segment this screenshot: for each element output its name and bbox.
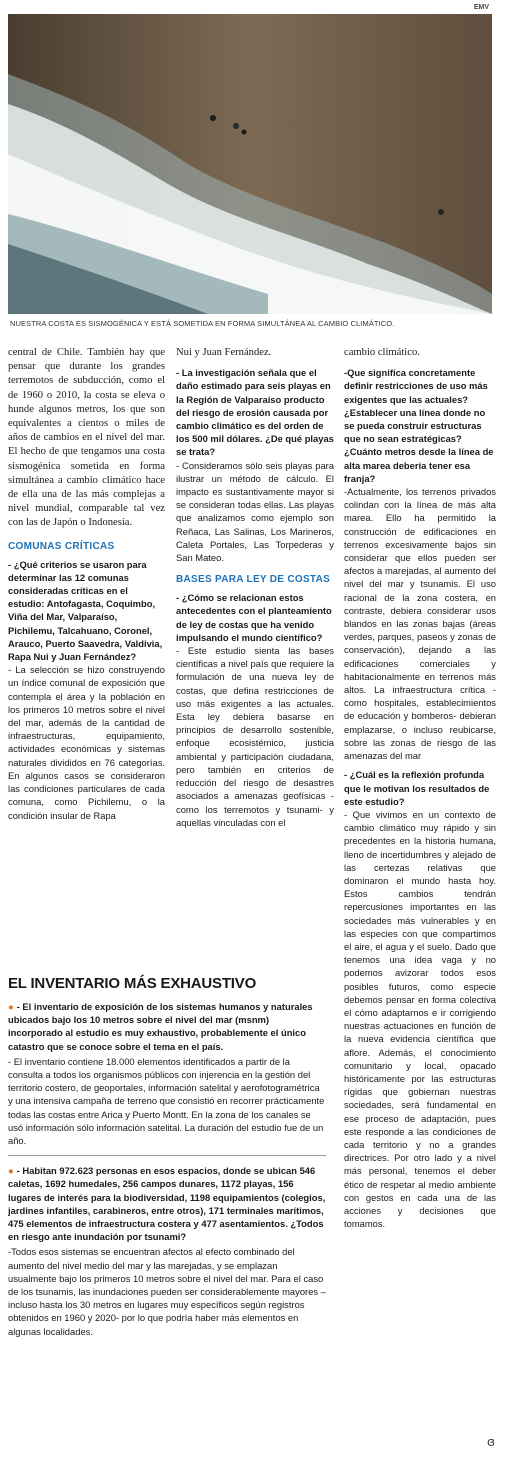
photo-caption: NUESTRA COSTA ES SISMOGÉNICA Y ESTÁ SOMETIDA EN FORMA SIMULTÁNEA AL CAMBIO CLIMÁTICO.: [10, 319, 395, 328]
photo-credit: EMV: [473, 4, 489, 11]
question: - La investigación señala que el daño estimado para seis playas en la Región de Valparaíso producto del riesgo de erosión causada por cambio climático es del orden de los 500 mil dólares. ¿De qué playas se trata?: [176, 367, 334, 458]
divider: [8, 1155, 326, 1156]
answer: - Este estudio sienta las bases científicas a nivel país que requiere la formulación de una nueva ley de costas, que defina restricciones de uso más exigentes a las actuales. Esta ley debiera basarse en principios de desarrollo sostenible, enfoque ecosistémico, justicia ambiental y participación ciudadana, pero también en criterios de reducción del riesgo de desastres asociados a amenazas geofísicas -como los terremotos y tsunami- y aquellas vinculadas con el: [176, 645, 334, 828]
question: -Que significa concretamente definir restricciones de uso más exigentes que las actuales? ¿Establecer una línea donde no se pueda construir estructuras que no sean estratégicas? ¿Cuánto metros desde la línea de alta marea debería tener esa franja?: [344, 367, 494, 484]
subheading-comunas-criticas: COMUNAS CRÍTICAS: [8, 540, 115, 552]
inventory-box: [8, 1000, 326, 1340]
answer: - Que vivimos en un contexto de cambio climático muy rápido y sin precedentes en la historia humana, lleno de incertidumbres y alejado de las certezas relativas que dominaron el mundo hasta hoy. Estos cambios tendrán repercusiones importantes en las sociedades más vulnerables y en las especies con que compartimos el aire, el agua y el suelo. Dado que tenemos una idea vaga y no podemos avizorar todos esos posibles futuros, como especie debemos pensar en forma colectiva el cómo adaptarnos e ir corrigiendo nuestras actuaciones en función de la nueva evidencia científica que aflore. Además, el conocimiento comunitario y local, opacado históricamente por las estructuras rígidas que gobiernan nuestras sociedades, será fundamental en ese proceso de adaptación, pues este responde a las condiciones de cada territorio y no a grandes directrices. Por otro lado y a nivel más personal, tenemos el deber ético de respetar al medio ambiente con gestos en cada una de las acciones y decisiones que tomamos.: [344, 808, 496, 1230]
question: - ¿Qué criterios se usaron para determinar las 12 comunas consideradas críticas en el estudio: Antofagasta, Coquimbo, Viña del Mar, Valparaíso, Pichilemu, Talcahuano, Coronel, Arauco, Puerto Saavedra, Valdivia, Rapa Nui y Juan Fernández?: [8, 558, 163, 663]
article-column-1: [8, 346, 165, 822]
answer: - Consideramos sólo seis playas para ilustrar un método de cálculo. El impacto es sustantivamente mayor si se consideran todas ellas. Las playas que analizamos como ejemplo son Reñaca, Las Salinas, Los Marineros, Caleta Portales, Las Torpederas y San Mateo.: [176, 459, 334, 564]
paragraph: Nui y Juan Fernández.: [176, 347, 272, 358]
article-column-3: [344, 346, 496, 1230]
question: - ¿Cuál es la reflexión profunda que le motivan los resultados de este estudio?: [344, 769, 490, 807]
inventory-question-1: ● - El inventario de exposición de los sistemas humanos y naturales ubicados bajo los 10 metros sobre el nivel del mar (msnm) incorporado al estudio es muy exhaustivo, probablemente el único catastro que se conoce sobre el tema en el país.: [8, 1001, 313, 1052]
answer: -Actualmente, los terrenos privados colindan con la línea de más alta marea. Ello ha permitido la construcción de edificaciones en terrenos excesivamente bajos sin considerar que ellos pueden ser afectos a marejadas, al aumento del nivel del mar y tsunamis. El uso racional de la zona costera, en contraste, debiera considerar usos blandos en las zonas bajas (áreas verdes, parques, paseos y zonas de conservación), dejando a las edificaciones comerciales y habitacionalmente en terrenos más altos. La infraestructura crítica -como hospitales, establecimientos de educación y bomberos- debieran emplazarse, o incluso reubicarse, sobre las zonas de riesgo de las amenazas del mar: [344, 486, 496, 762]
inventory-answer-2: -Todos esos sistemas se encuentran afectos al efecto combinado del aumento del nivel medio del mar y las marejadas, y se emplazan usualmente bajo los primeros 10 metros sobre el nivel del mar. Para el caso de los tsunamis, las inundaciones pueden ser considerablemente mayores –incluso hasta los 30 metros en lugares muy específicos según registros obtenidos en 1960 y 2020- por lo que podría haber más elementos en algunas localidades.: [8, 1246, 326, 1337]
sidebar-headline: EL INVENTARIO MÁS EXHAUSTIVO: [8, 975, 257, 992]
subheading-bases-ley-costas: BASES PARA LEY DE COSTAS: [176, 574, 331, 586]
aerial-beach-photo: [8, 14, 492, 314]
paragraph: cambio climático.: [344, 347, 420, 358]
article-column-2: [176, 346, 334, 829]
bullet-icon: ●: [8, 1001, 14, 1012]
end-mark-icon: ɞ: [487, 1435, 495, 1449]
inventory-answer-1: - El inventario contiene 18.000 elementos identificados a partir de la consulta a todos los organismos públicos con injerencia en la gestión del territorio costero, de geoportales, información satelital y aerofotogramétrica y una intensiva campaña de terreno que consistió en recorrer prácticamente todas las costas entre Arica y Puerto Montt. En la zona de los canales se usó información sólo información satelital. La duración del estudio fue de un año.: [8, 1055, 325, 1147]
answer: - La selección se hizo construyendo un índice comunal de exposición que contempla el área y la población en los primeros 10 metros sobre el nivel del mar, además de la cantidad de infraestructuras, equipamiento, actividades económicas y sistemas naturales divididos en 76 categorías. En algunos casos se consideraron las condiciones particulares de cada comuna, como Pichilemu, o la condición insular de Rapa: [8, 664, 165, 821]
paragraph: central de Chile. También hay que pensar que durante los grandes terremotos de subducción, como el de 1960 o 2010, la costa se eleva o hunde algunos metros, los que son equivalentes a cientos o miles de años de cambios en el nivel del mar. El hecho de que tengamos una costa sismogénica sometida en forma simultánea a cambio climático hace de ella una de las más complejas a nivel mundial, comparable tal vez con las de Japón o Indonesia.: [8, 347, 165, 529]
bullet-icon: ●: [8, 1165, 14, 1177]
question: - ¿Cómo se relacionan estos antecedentes con el planteamiento de ley de costas que ha venido impulsando el mundo científico?: [176, 592, 332, 643]
inventory-question-2: ● - Habitan 972.623 personas en esos espacios, donde se ubican 546 caletas, 1692 humedales, 256 campos dunares, 1172 playas, 156 lugares de interés para la biodiversidad, 1198 equipamientos (colegios, jardines infantiles, carabineros, entre otros), 171 terminales marítimos, 475 elementos de infraestructura costera y 477 asentamientos. ¿Todos en riesgo ante inundación por tsunami?: [8, 1165, 326, 1243]
